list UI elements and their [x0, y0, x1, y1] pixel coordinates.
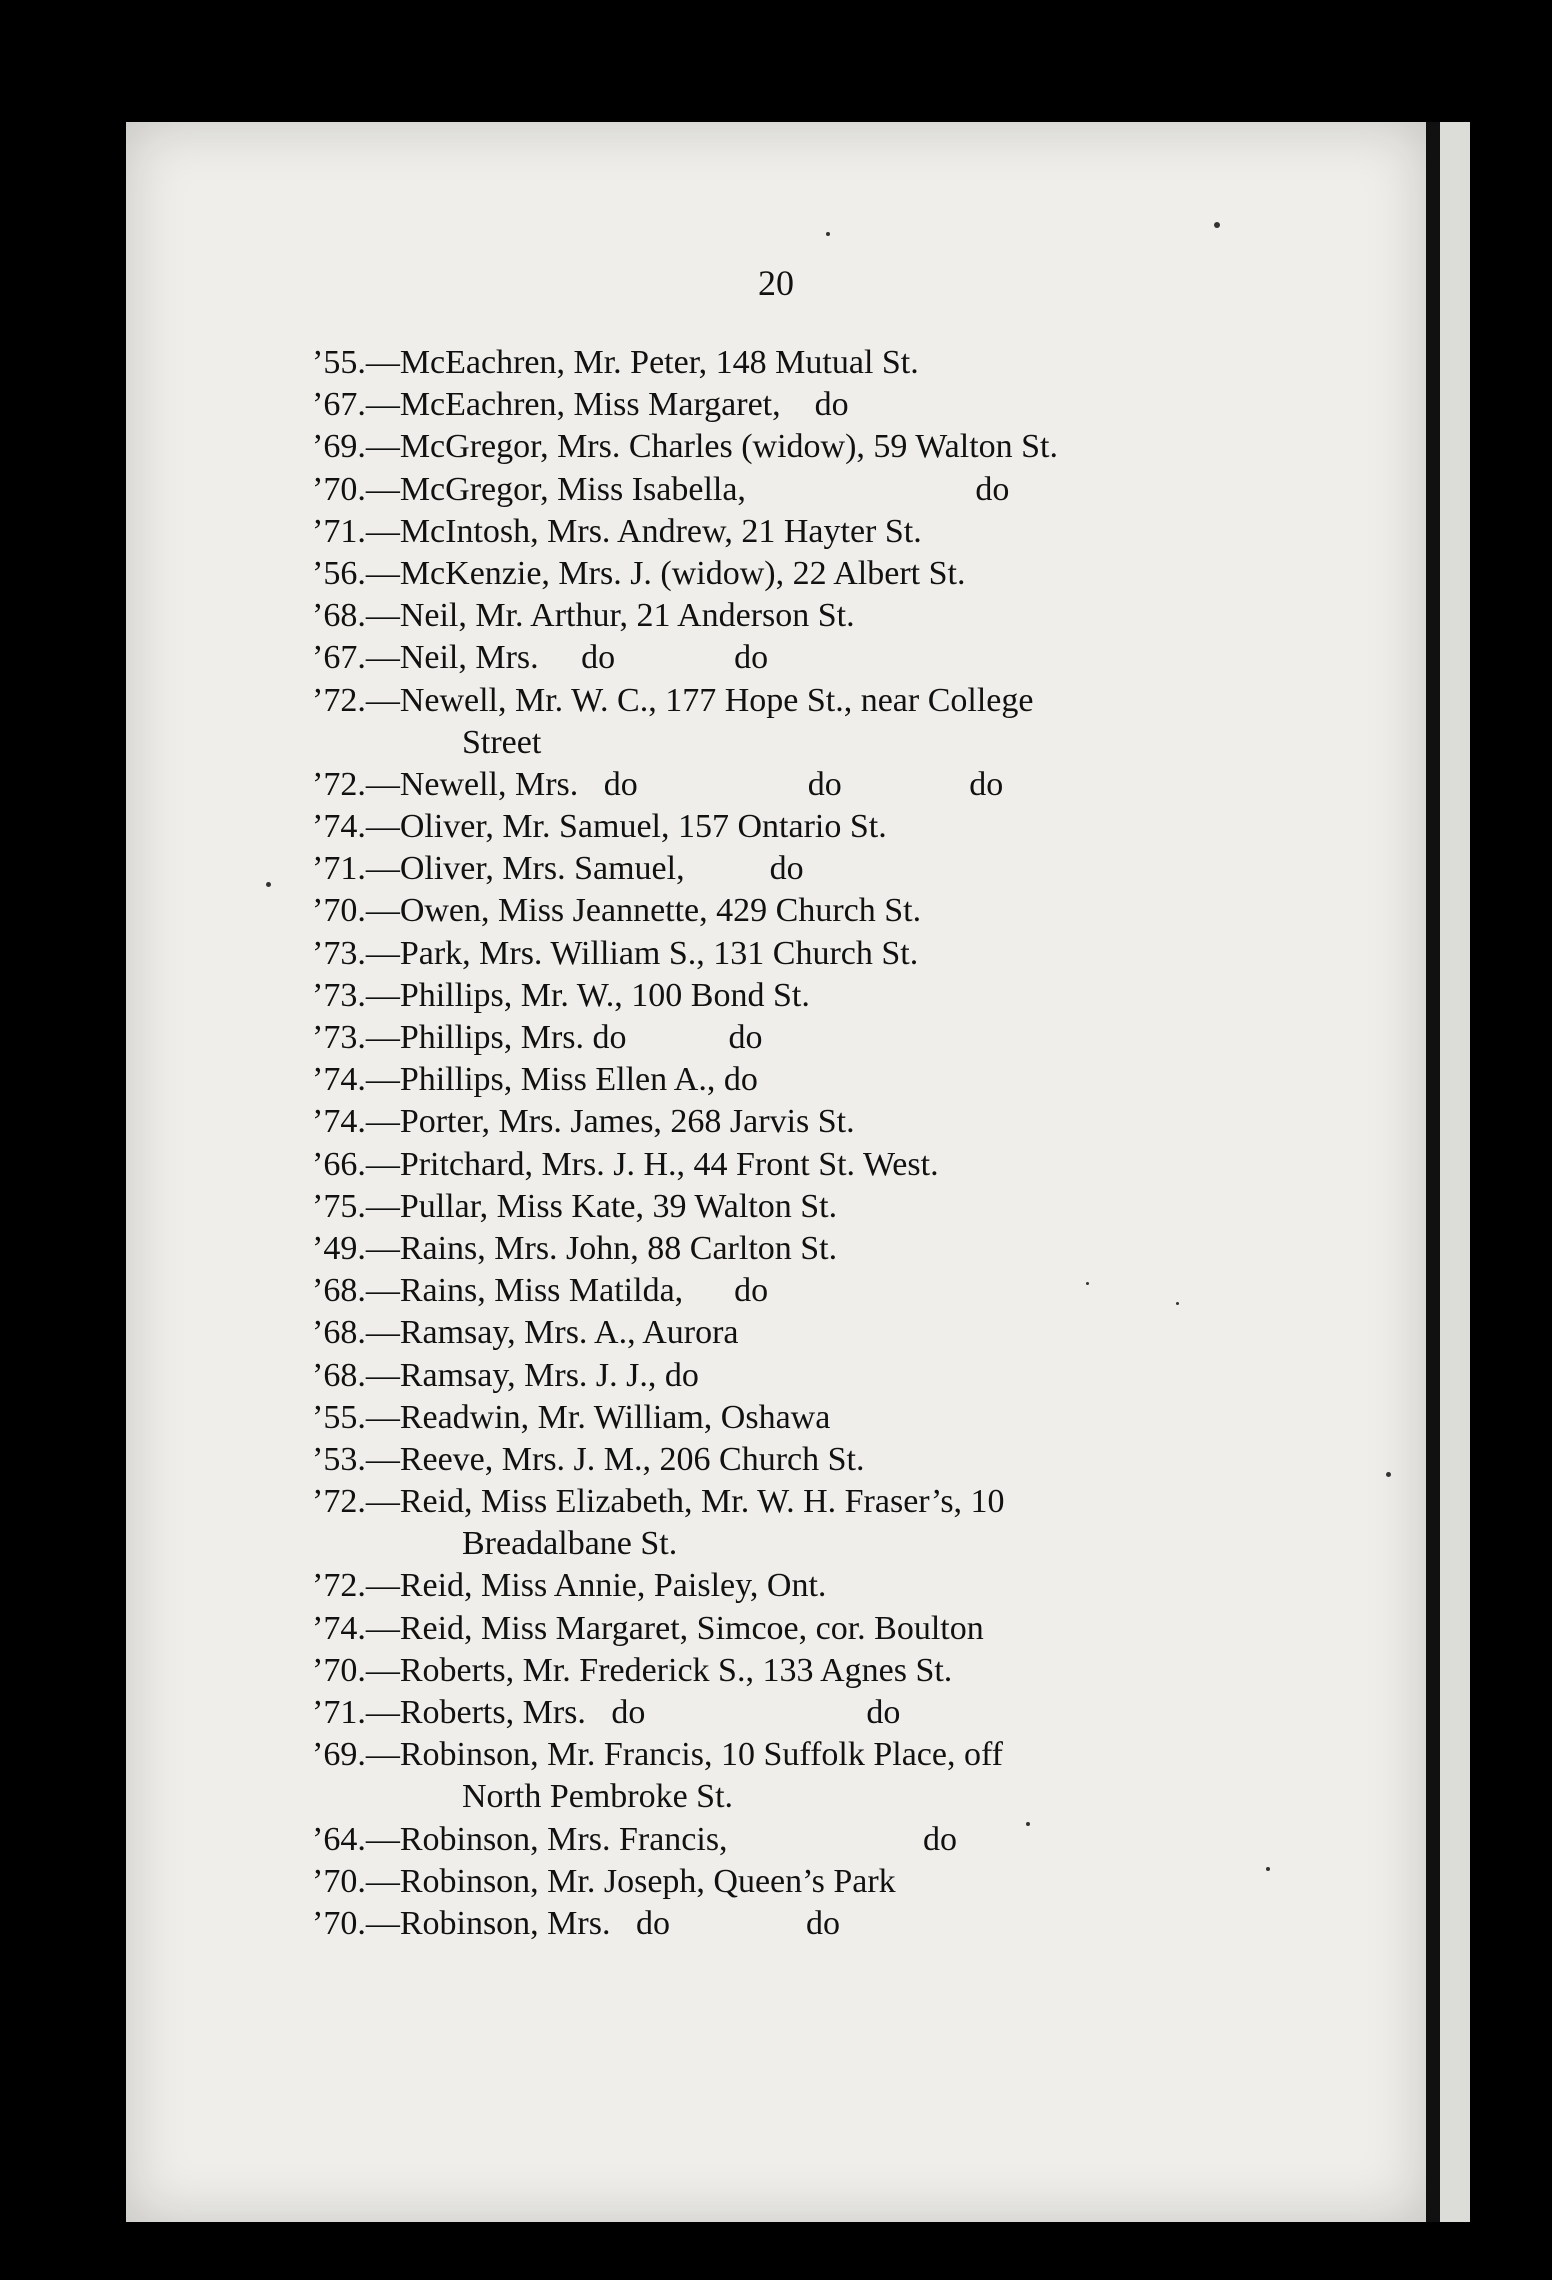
entry-text: ’73.—Phillips, Mr. W., 100 Bond St. [312, 976, 810, 1014]
scan-speck [1086, 1282, 1089, 1285]
directory-entry [312, 1228, 1412, 1270]
entry-text: ’53.—Reeve, Mrs. J. M., 206 Church St. [312, 1440, 865, 1478]
entry-text: ’64.—Robinson, Mrs. Francis, do [312, 1820, 958, 1858]
directory-entry [312, 426, 1412, 468]
directory-entry [312, 848, 1412, 890]
entry-text: ’74.—Reid, Miss Margaret, Simcoe, cor. Boulton [312, 1609, 984, 1647]
directory-entry [312, 933, 1412, 975]
directory-entry [312, 1861, 1412, 1903]
directory-entry [312, 1186, 1412, 1228]
facing-page-edge [1440, 122, 1470, 2222]
entry-text: ’72.—Reid, Miss Annie, Paisley, Ont. [312, 1567, 827, 1605]
entry-text: ’75.—Pullar, Miss Kate, 39 Walton St. [312, 1187, 838, 1225]
entry-text: ’74.—Porter, Mrs. James, 268 Jarvis St. [312, 1103, 855, 1141]
entry-text: ’55.—McEachren, Mr. Peter, 148 Mutual St. [312, 344, 919, 381]
entry-text: ’72.—Newell, Mr. W. C., 177 Hope St., near College [312, 681, 1034, 719]
scan-speck [1026, 1822, 1030, 1826]
directory-entry [312, 1819, 1412, 1861]
entry-text: ’49.—Rains, Mrs. John, 88 Carlton St. [312, 1229, 838, 1267]
directory-entry [312, 1101, 1412, 1143]
entry-text: ’70.—Robinson, Mr. Joseph, Queen’s Park [312, 1862, 896, 1900]
scan-speck [266, 882, 271, 887]
entry-text: ’68.—Ramsay, Mrs. A., Aurora [312, 1314, 739, 1352]
entry-text: ’71.—Roberts, Mrs. do do [312, 1694, 901, 1732]
directory-entry [312, 1397, 1412, 1439]
scan-speck [826, 232, 830, 236]
entry-text: ’68.—Rains, Miss Matilda, do [312, 1272, 769, 1310]
directory-entry [312, 1565, 1412, 1607]
entry-text: ’68.—Neil, Mr. Arthur, 21 Anderson St. [312, 597, 855, 635]
directory-list [312, 342, 1412, 1945]
entry-text: ’72.—Newell, Mrs. do do do [312, 765, 1004, 803]
directory-entry [312, 1270, 1412, 1312]
entry-text: ’70.—Robinson, Mrs. do do [312, 1904, 840, 1942]
directory-entry [312, 1439, 1412, 1481]
directory-entry [312, 384, 1412, 426]
scan-speck [1214, 222, 1220, 228]
directory-entry [312, 1017, 1412, 1059]
entry-text: ’74.—Phillips, Miss Ellen A., do [312, 1061, 758, 1099]
directory-entry [312, 890, 1412, 932]
page-number: 20 [758, 263, 794, 303]
entry-text: ’71.—McIntosh, Mrs. Andrew, 21 Hayter St. [312, 512, 922, 550]
entry-text: ’70.—McGregor, Miss Isabella, do [312, 470, 1010, 508]
directory-entry [312, 764, 1412, 806]
entry-text: ’69.—McGregor, Mrs. Charles (widow), 59 Walton St. [312, 428, 1059, 466]
directory-entry [312, 1059, 1412, 1101]
entry-text: ’73.—Park, Mrs. William S., 131 Church St. [312, 934, 919, 972]
entry-text: ’56.—McKenzie, Mrs. J. (widow), 22 Albert St. [312, 554, 966, 592]
entry-text: ’70.—Owen, Miss Jeannette, 429 Church St. [312, 892, 922, 930]
directory-entry [312, 469, 1412, 511]
scan-speck [1386, 1472, 1391, 1477]
entry-text: ’67.—Neil, Mrs. do do [312, 639, 769, 677]
entry-continuation: Breadalbane St. [462, 1525, 678, 1563]
directory-entry [312, 1734, 1412, 1818]
scan-speck [1176, 1302, 1179, 1305]
entry-text: ’74.—Oliver, Mr. Samuel, 157 Ontario St. [312, 808, 887, 846]
directory-entry [312, 553, 1412, 595]
scan-speck [1266, 1867, 1270, 1871]
document-page [126, 122, 1426, 2222]
directory-entry [312, 1355, 1412, 1397]
directory-entry [312, 806, 1412, 848]
directory-entry [312, 1481, 1412, 1565]
entry-text: ’67.—McEachren, Miss Margaret, do [312, 386, 849, 424]
entry-continuation: North Pembroke St. [462, 1778, 734, 1816]
entry-text: ’69.—Robinson, Mr. Francis, 10 Suffolk Place, off [312, 1736, 1003, 1774]
entry-text: ’73.—Phillips, Mrs. do do [312, 1019, 763, 1057]
directory-entry [312, 1903, 1412, 1945]
directory-entry [312, 342, 1412, 384]
entry-text: ’68.—Ramsay, Mrs. J. J., do [312, 1356, 699, 1394]
directory-entry [312, 1650, 1412, 1692]
entry-text: ’71.—Oliver, Mrs. Samuel, do [312, 850, 804, 888]
book-spine [1426, 122, 1440, 2222]
directory-entry [312, 595, 1412, 637]
directory-entry [312, 680, 1412, 764]
entry-text: ’66.—Pritchard, Mrs. J. H., 44 Front St. West. [312, 1145, 939, 1183]
directory-entry [312, 1312, 1412, 1354]
directory-entry [312, 637, 1412, 679]
directory-entry [312, 975, 1412, 1017]
entry-continuation: Street [462, 723, 542, 761]
entry-text: ’55.—Readwin, Mr. William, Oshawa [312, 1398, 831, 1436]
directory-entry [312, 1608, 1412, 1650]
entry-text: ’70.—Roberts, Mr. Frederick S., 133 Agnes St. [312, 1651, 953, 1689]
directory-entry [312, 1144, 1412, 1186]
directory-entry [312, 1692, 1412, 1734]
entry-text: ’72.—Reid, Miss Elizabeth, Mr. W. H. Fraser’s, 10 [312, 1483, 1005, 1521]
directory-entry [312, 511, 1412, 553]
